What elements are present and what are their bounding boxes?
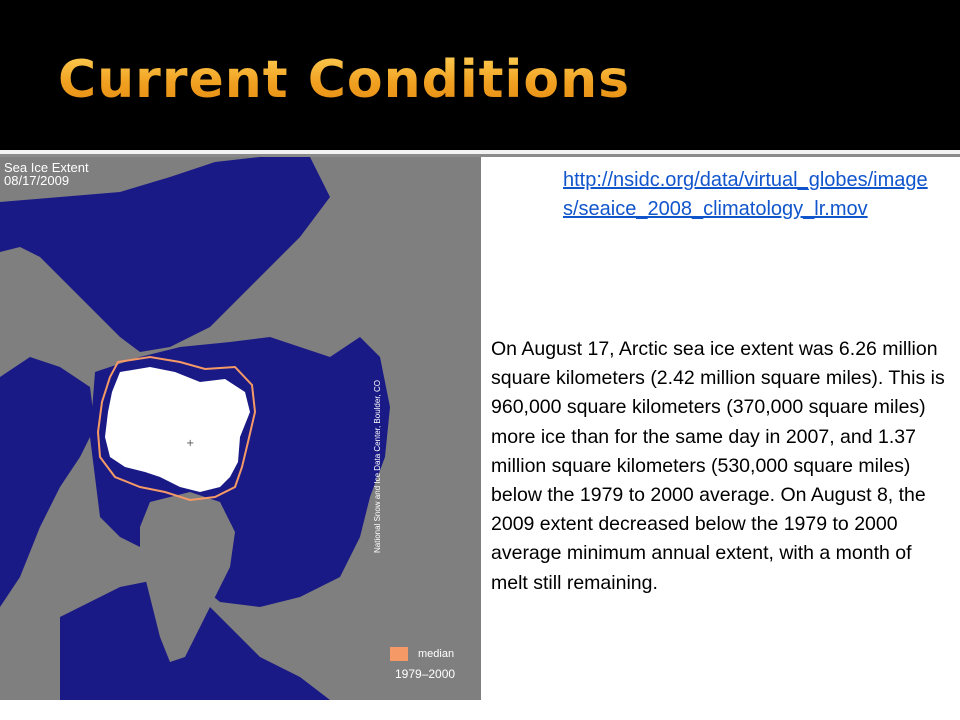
slide-body-text: On August 17, Arctic sea ice extent was 6.26 million square kilometers (2.42 million square miles). This is 960,000 square kilometers (370,000 square miles) more ice than for the same day in 2007, and 1.37 million square kilometers (530,000 square miles) below the 1979 to 2000 average. On August 8, the 2009 extent decreased below the 1979 to 2000 average minimum annual extent, with a month of melt still remaining. — [491, 338, 945, 594]
slide-title: Current Conditions — [58, 50, 631, 110]
north-pole-marker: + — [186, 438, 195, 449]
title-bar — [0, 0, 960, 150]
map-title — [4, 161, 89, 187]
sea-ice-map-graphic — [0, 157, 481, 700]
map-credit: National Snow and Ice Data Center, Boulder, CO — [373, 380, 382, 553]
map-title-line1: Sea Ice Extent — [4, 160, 89, 175]
map-title-line2: 08/17/2009 — [4, 173, 70, 188]
legend-years: 1979–2000 — [395, 667, 456, 681]
legend-median-label: median — [418, 648, 455, 660]
nsidc-video-link[interactable]: http://nsidc.org/data/virtual_globes/images/seaice_2008_climatology_lr.mov — [563, 169, 928, 220]
legend-median-swatch — [390, 647, 408, 661]
sea-ice-map — [0, 157, 481, 700]
